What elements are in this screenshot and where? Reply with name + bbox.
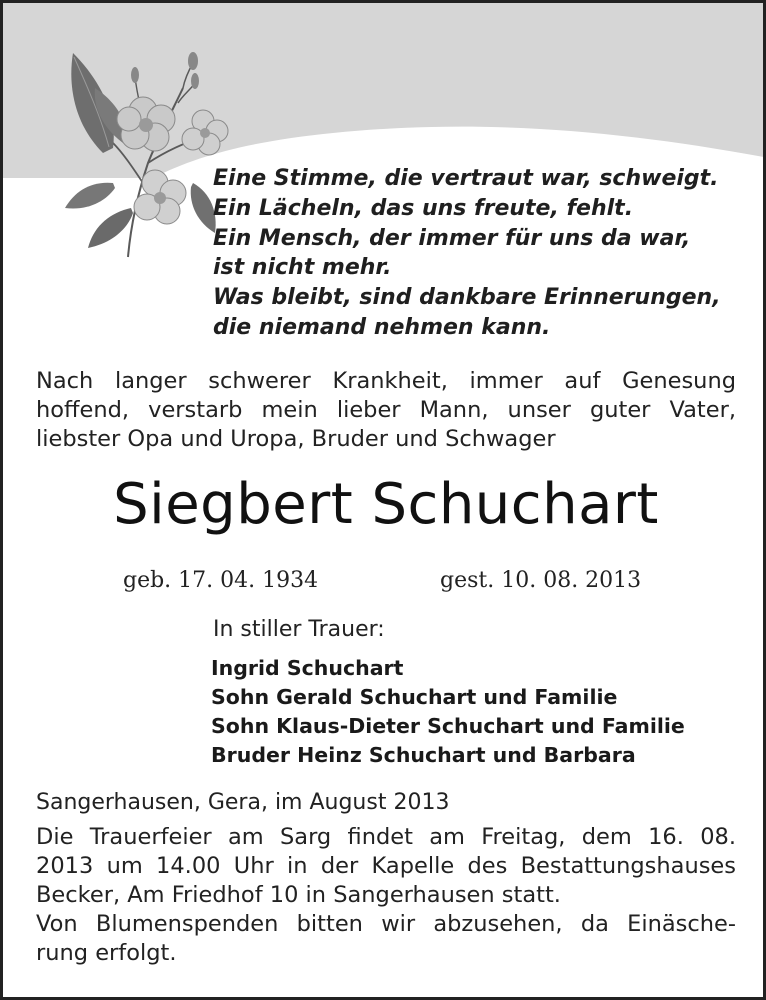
funeral-line: 2013 um 14.00 Uhr in der Kapelle des Bestattungshauses: [36, 853, 736, 879]
poem-line: Ein Lächeln, das uns freute, fehlt.: [213, 195, 634, 221]
poem-line: die niemand nehmen kann.: [213, 314, 551, 340]
funeral-line: Von Blumenspenden bitten wir abzusehen, da Einäsche-: [36, 911, 736, 937]
mourners-list: [211, 654, 685, 770]
deceased-name: Siegbert Schuchart: [113, 472, 659, 537]
poem-line: Was bleibt, sind dankbare Erinnerungen,: [213, 285, 721, 311]
death-announcement-text: [36, 367, 736, 454]
funeral-line: rung erfolgt.: [36, 940, 177, 966]
birth-date: geb. 17. 04. 1934: [123, 568, 319, 593]
death-date: gest. 10. 08. 2013: [440, 568, 642, 593]
funeral-line: Die Trauerfeier am Sarg findet am Freitag, dem 16. 08.: [36, 824, 736, 850]
memorial-poem: [213, 164, 721, 343]
intro-line: liebster Opa und Uropa, Bruder und Schwager: [36, 426, 556, 452]
intro-line: hoffend, verstarb mein lieber Mann, unser guter Vater,: [36, 397, 736, 423]
intro-line: Nach langer schwerer Krankheit, immer auf Genesung: [36, 368, 736, 394]
mourner-name: Sohn Klaus-Dieter Schuchart und Familie: [211, 714, 685, 738]
mourner-name: Bruder Heinz Schuchart und Barbara: [211, 743, 636, 767]
poem-line: Eine Stimme, die vertraut war, schweigt.: [213, 166, 719, 191]
poem-line: ist nicht mehr.: [213, 255, 392, 281]
place-and-date: Sangerhausen, Gera, im August 2013: [36, 790, 450, 815]
mourning-label: In stiller Trauer:: [213, 617, 385, 642]
rose-branch-illustration: [43, 43, 233, 258]
funeral-line: Becker, Am Friedhof 10 in Sangerhausen statt.: [36, 882, 561, 908]
mourner-name: Ingrid Schuchart: [211, 656, 404, 680]
poem-line: Ein Mensch, der immer für uns da war,: [213, 225, 691, 251]
mourner-name: Sohn Gerald Schuchart und Familie: [211, 685, 618, 709]
funeral-information: [36, 823, 736, 968]
